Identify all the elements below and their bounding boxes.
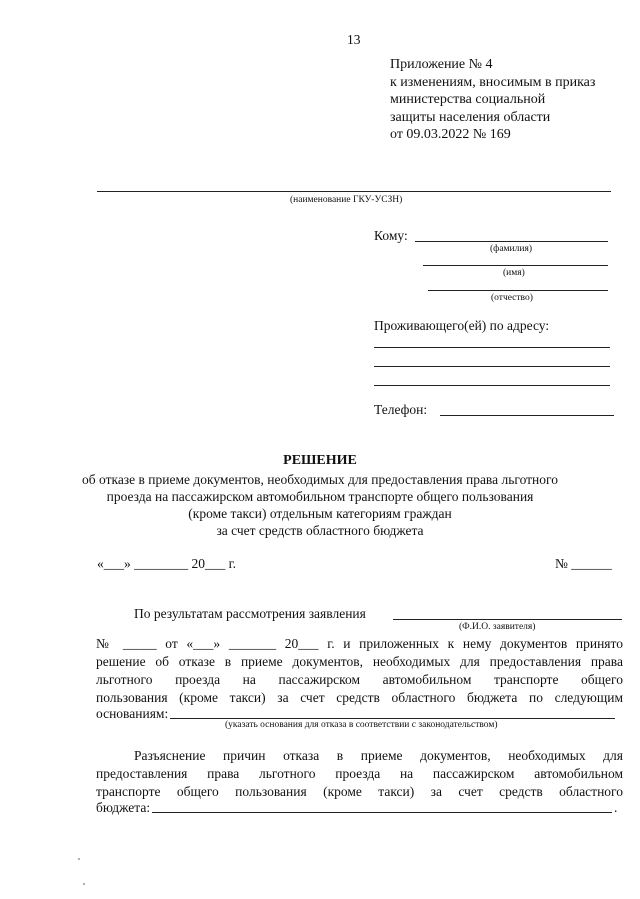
decision-subtitle-line: за счет средств областного бюджета [216, 523, 424, 538]
decision-subtitle-line: об отказе в приеме документов, необходимых для предоставления права льготного [82, 472, 558, 487]
appendix-line: Приложение № 4 [390, 57, 493, 72]
appendix-block [390, 56, 595, 144]
decision-heading: РЕШЕНИЕ [283, 453, 357, 468]
appendix-line: от 09.03.2022 № 169 [390, 127, 511, 142]
application-lead: По результатам рассмотрения заявления [134, 606, 366, 621]
phone-label: Телефон: [374, 402, 428, 417]
patronymic-field[interactable] [428, 290, 608, 291]
explanation-label: бюджета: [96, 800, 151, 815]
applicant-fio-hint: (Ф.И.О. заявителя) [459, 622, 536, 632]
to-label: Кому: [374, 228, 408, 243]
address-field-3[interactable] [374, 385, 610, 386]
explanation-end-mark: . [614, 800, 618, 815]
basis-hint: (указать основания для отказа в соответствии с законодательством) [225, 720, 498, 730]
decision-subtitle-line: проезда на пассажирском автомобильном транспорте общего пользования [106, 489, 534, 504]
decision-date: «___» ________ 20___ г. [97, 556, 237, 571]
explanation-line: Разъяснение причин отказа в приеме документов, необходимых для [134, 748, 623, 763]
appendix-line: министерства социальной [390, 92, 546, 107]
applicant-fio-field[interactable] [393, 619, 622, 620]
surname-field[interactable] [415, 241, 608, 242]
appendix-line: защиты населения области [390, 109, 551, 125]
address-field-2[interactable] [374, 366, 610, 367]
org-name-field[interactable] [97, 191, 611, 192]
phone-field[interactable] [440, 415, 614, 416]
body1-line: № _____ от «___» _______ 20___ г. и приложенных к нему документов принято [96, 636, 623, 651]
decision-number: № ______ [555, 556, 612, 571]
body1-line: решение об отказе в приеме документов, необходимых для предоставления права [96, 654, 623, 669]
page-number: 13 [347, 32, 361, 47]
explanation-field[interactable] [152, 812, 612, 813]
name-field[interactable] [423, 265, 608, 266]
org-name-hint: (наименование ГКУ-УСЗН) [290, 195, 403, 205]
patronymic-hint: (отчество) [491, 293, 533, 303]
name-hint: (имя) [503, 268, 525, 278]
decision-subtitle-line: (кроме такси) отдельным категориям граждан [188, 506, 452, 521]
basis-field[interactable] [170, 718, 615, 719]
body1-line: пользования (кроме такси) за счет средств областного бюджета по следующим [96, 690, 623, 705]
scan-speck [78, 858, 80, 860]
address-label: Проживающего(ей) по адресу: [374, 318, 550, 333]
basis-label: основаниям: [96, 706, 169, 721]
explanation-line: транспорте общего пользования (кроме такси) за счет средств областного [96, 784, 623, 799]
appendix-line: к изменениям, вносимым в приказ [390, 74, 596, 90]
body1-line: льготного проезда на пассажирском автомобильном транспорте общего [96, 672, 623, 687]
scan-speck [83, 883, 85, 885]
explanation-line: предоставления права льготного проезда на пассажирском автомобильном [96, 766, 623, 781]
address-field-1[interactable] [374, 347, 610, 348]
surname-hint: (фамилия) [490, 244, 532, 254]
